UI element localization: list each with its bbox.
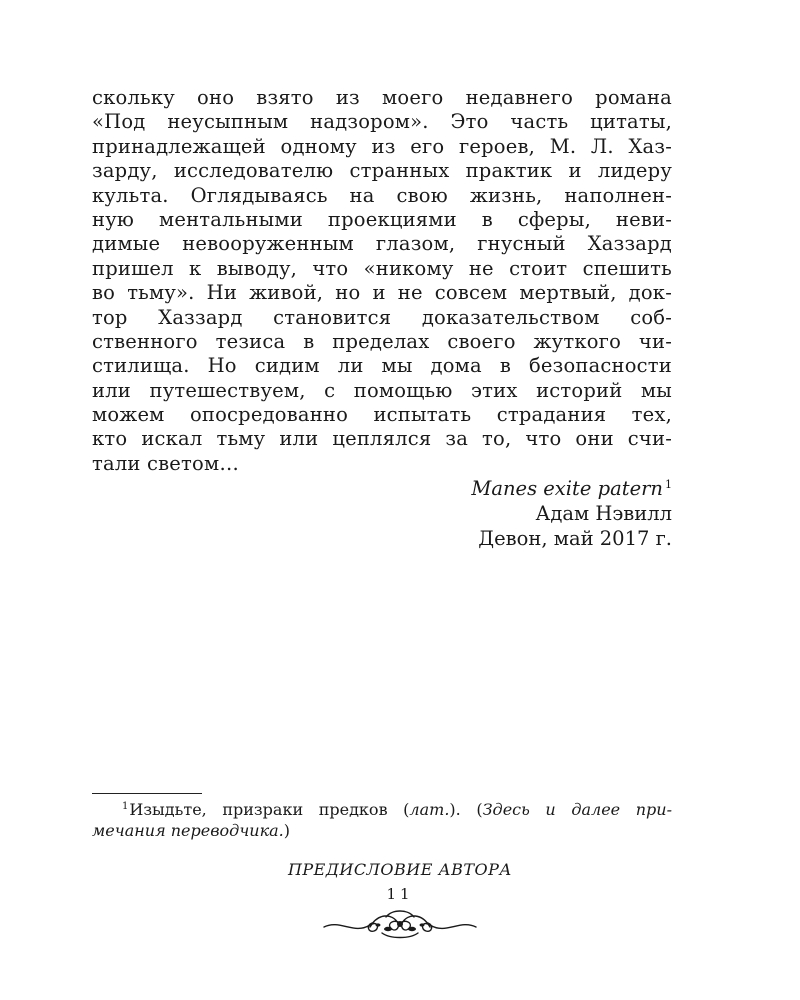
body-line: зарду, исследователю странных практик и лидеру [92,159,672,183]
footnote-line [92,799,672,820]
footnote [92,799,672,841]
body-line: во тьму». Ни живой, но и не совсем мертвый, док- [92,281,672,305]
running-header: ПРЕДИСЛОВИЕ АВТОРА [287,860,513,879]
footnote-note: Здесь и далее при- [482,800,672,819]
body-line: ную ментальными проекциями в сферы, неви- [92,207,672,231]
body-line: кто искал тьму или цеплялся за то, что они счи- [92,427,672,451]
footnote-text: ) [283,821,291,840]
signature-block [471,476,672,551]
footnote-text: Изыдьте, призраки предков ( [129,800,410,819]
body-line: «Под неусыпным надзором». Это часть цитаты, [92,110,672,134]
body-line: можем опосредованно испытать страдания тех, [92,403,672,427]
body-line: или путешествуем, с помощью этих историй мы [92,378,672,402]
body-line: тор Хаззард становится доказательством соб- [92,305,672,329]
body-line: скольку оно взято из моего недавнего романа [92,86,672,109]
footnote-mark: 1 [122,800,129,812]
footnote-divider [92,793,202,794]
footnote-lang: лат. [409,800,450,819]
body-line: культа. Оглядываясь на свою жизнь, наполнен- [92,183,672,207]
body-text [92,86,672,476]
footnote-reference: 1 [665,477,672,491]
signature-motto [471,476,672,501]
footnote-note: мечания переводчика. [92,821,284,840]
flourish-ornament-icon [320,905,480,941]
footnote-text: ). ( [449,800,483,819]
body-line: димые невооруженным глазом, гнусный Хаззард [92,232,672,256]
page-number: 11 [386,885,414,903]
signature-place-date: Девон, май 2017 г. [478,527,672,550]
body-line: стилища. Но сидим ли мы дома в безопасности [92,354,672,378]
motto-text: Manes exite patern [471,477,663,500]
body-line: принадлежащей одному из его героев, М. Л. Хаз- [92,134,672,158]
footnote-line [92,820,672,841]
body-line: тали светом… [92,451,240,475]
signature-author: Адам Нэвилл [535,502,672,525]
body-line: ственного тезиса в пределах своего жуткого чи- [92,329,672,353]
body-line: пришел к выводу, что «никому не стоит спешить [92,256,672,280]
